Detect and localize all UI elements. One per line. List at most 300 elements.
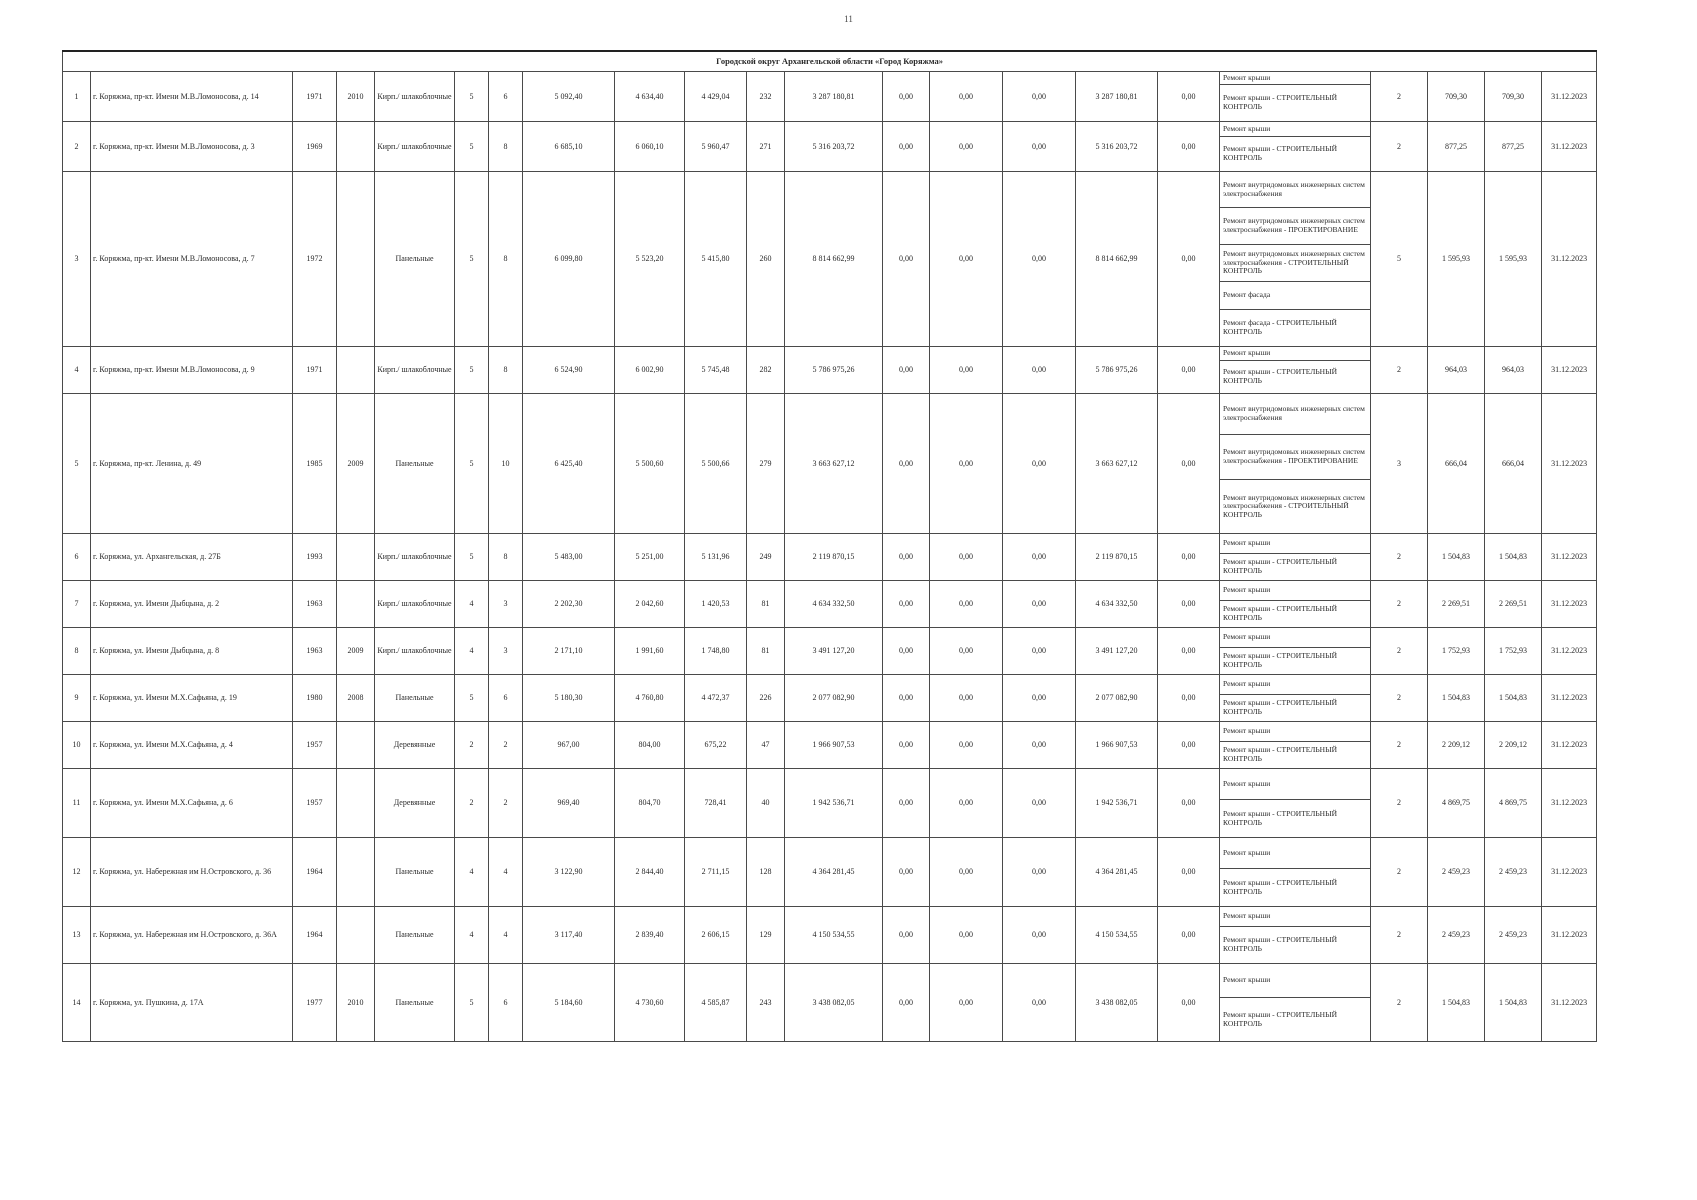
entrances-cell: 3 — [489, 581, 523, 628]
work-type-line: Ремонт крыши — [1220, 838, 1370, 869]
work-count-cell: 5 — [1371, 172, 1428, 347]
year-built-cell: 1957 — [293, 722, 337, 769]
municipal-budget-cell: 0,00 — [1003, 907, 1076, 964]
work-type-line: Ремонт крыши — [1220, 347, 1370, 361]
residential-area-cell: 5 415,80 — [685, 172, 747, 347]
residential-area-cell: 1 420,53 — [685, 581, 747, 628]
deadline-cell: 31.12.2023 — [1542, 122, 1597, 172]
regional-budget-cell: 0,00 — [930, 394, 1003, 534]
fund-cost-cell: 0,00 — [883, 72, 930, 122]
year-built-cell: 1964 — [293, 838, 337, 907]
living-area-cell: 2 844,40 — [615, 838, 685, 907]
floors-cell: 2 — [455, 769, 489, 838]
floors-cell: 5 — [455, 675, 489, 722]
regional-budget-cell: 0,00 — [930, 675, 1003, 722]
total-area-cell: 6 425,40 — [523, 394, 615, 534]
entrances-cell: 6 — [489, 964, 523, 1042]
regional-budget-cell: 0,00 — [930, 964, 1003, 1042]
work-type-line: Ремонт крыши - СТРОИТЕЛЬНЫЙ КОНТРОЛЬ — [1223, 698, 1338, 716]
max-cost-cell: 2 459,23 — [1485, 838, 1542, 907]
municipal-budget-cell: 0,00 — [1003, 394, 1076, 534]
work-count-cell: 2 — [1371, 347, 1428, 394]
work-types-cell — [1220, 581, 1371, 628]
residential-area-cell: 5 960,47 — [685, 122, 747, 172]
max-cost-cell: 877,25 — [1485, 122, 1542, 172]
year-repair-cell — [337, 907, 375, 964]
work-type-line: Ремонт крыши — [1220, 907, 1370, 927]
year-repair-cell — [337, 347, 375, 394]
work-type-line: Ремонт крыши - СТРОИТЕЛЬНЫЙ КОНТРОЛЬ — [1223, 877, 1338, 896]
total-cost-cell: 4 364 281,45 — [785, 838, 883, 907]
floors-cell: 5 — [455, 122, 489, 172]
total-cost-cell: 2 119 870,15 — [785, 534, 883, 581]
fund-cost-cell: 0,00 — [883, 172, 930, 347]
owners-cost-cell: 2 119 870,15 — [1076, 534, 1158, 581]
residential-area-cell: 1 748,80 — [685, 628, 747, 675]
work-types-cell — [1220, 122, 1371, 172]
total-area-cell: 3 122,90 — [523, 838, 615, 907]
max-cost-cell: 2 269,51 — [1485, 581, 1542, 628]
other-cost-cell: 0,00 — [1158, 907, 1220, 964]
total-cost-cell: 3 663 627,12 — [785, 394, 883, 534]
year-built-cell: 1963 — [293, 628, 337, 675]
floors-cell: 4 — [455, 628, 489, 675]
work-type-line: Ремонт внутридомовых инженерных систем электроснабжения - ПРОЕКТИРОВАНИЕ — [1220, 208, 1370, 245]
wall-material-cell: Кирп./ шлакоблочные — [375, 581, 455, 628]
fund-cost-cell: 0,00 — [883, 907, 930, 964]
total-area-cell: 967,00 — [523, 722, 615, 769]
work-type-line: Ремонт внутридомовых инженерных систем электроснабжения - СТРОИТЕЛЬНЫЙ КОНТРОЛЬ — [1220, 245, 1370, 282]
deadline-cell: 31.12.2023 — [1542, 769, 1597, 838]
residential-area-cell: 4 472,37 — [685, 675, 747, 722]
living-area-cell: 2 839,40 — [615, 907, 685, 964]
residents-cell: 226 — [747, 675, 785, 722]
residents-cell: 243 — [747, 964, 785, 1042]
owners-cost-cell: 2 077 082,90 — [1076, 675, 1158, 722]
regional-budget-cell: 0,00 — [930, 628, 1003, 675]
deadline-cell: 31.12.2023 — [1542, 628, 1597, 675]
unit-cost-cell: 2 269,51 — [1428, 581, 1485, 628]
residential-area-cell: 5 500,66 — [685, 394, 747, 534]
regional-budget-cell: 0,00 — [930, 172, 1003, 347]
work-type-line: Ремонт крыши — [1220, 581, 1370, 601]
deadline-cell: 31.12.2023 — [1542, 964, 1597, 1042]
row-number: 7 — [63, 581, 91, 628]
work-types-cell — [1220, 628, 1371, 675]
table-row — [63, 347, 1597, 394]
residents-cell: 81 — [747, 628, 785, 675]
unit-cost-cell: 666,04 — [1428, 394, 1485, 534]
work-types-cell — [1220, 964, 1371, 1042]
work-type-line: Ремонт внутридомовых инженерных систем электроснабжения - СТРОИТЕЛЬНЫЙ КОНТРОЛЬ — [1223, 492, 1365, 519]
wall-material-cell: Панельные — [375, 907, 455, 964]
floors-cell: 5 — [455, 172, 489, 347]
total-cost-cell: 8 814 662,99 — [785, 172, 883, 347]
work-count-cell: 2 — [1371, 838, 1428, 907]
address-cell: г. Коряжма, пр-кт. Имени М.В.Ломоносова, д. 3 — [91, 122, 293, 172]
total-cost-cell: 5 316 203,72 — [785, 122, 883, 172]
work-count-cell: 2 — [1371, 628, 1428, 675]
year-repair-cell: 2009 — [337, 394, 375, 534]
address-cell: г. Коряжма, пр-кт. Имени М.В.Ломоносова, д. 7 — [91, 172, 293, 347]
residents-cell: 81 — [747, 581, 785, 628]
regional-budget-cell: 0,00 — [930, 581, 1003, 628]
row-number: 6 — [63, 534, 91, 581]
row-number: 14 — [63, 964, 91, 1042]
total-area-cell: 5 184,60 — [523, 964, 615, 1042]
region-title: Городской округ Архангельской области «Город Коряжма» — [63, 51, 1597, 72]
work-count-cell: 2 — [1371, 722, 1428, 769]
unit-cost-cell: 4 869,75 — [1428, 769, 1485, 838]
work-types-cell — [1220, 394, 1371, 534]
year-repair-cell — [337, 769, 375, 838]
row-number: 5 — [63, 394, 91, 534]
work-types-cell — [1220, 722, 1371, 769]
year-repair-cell — [337, 838, 375, 907]
other-cost-cell: 0,00 — [1158, 534, 1220, 581]
table-row — [63, 675, 1597, 722]
max-cost-cell: 1 595,93 — [1485, 172, 1542, 347]
year-repair-cell: 2008 — [337, 675, 375, 722]
floors-cell: 4 — [455, 581, 489, 628]
work-type-line: Ремонт крыши — [1220, 72, 1370, 85]
unit-cost-cell: 1 504,83 — [1428, 675, 1485, 722]
table-row — [63, 838, 1597, 907]
municipal-budget-cell: 0,00 — [1003, 534, 1076, 581]
municipal-budget-cell: 0,00 — [1003, 722, 1076, 769]
other-cost-cell: 0,00 — [1158, 172, 1220, 347]
living-area-cell: 4 760,80 — [615, 675, 685, 722]
deadline-cell: 31.12.2023 — [1542, 534, 1597, 581]
entrances-cell: 4 — [489, 907, 523, 964]
work-count-cell: 2 — [1371, 769, 1428, 838]
municipal-budget-cell: 0,00 — [1003, 122, 1076, 172]
work-types-cell — [1220, 907, 1371, 964]
residential-area-cell: 2 606,15 — [685, 907, 747, 964]
work-count-cell: 3 — [1371, 394, 1428, 534]
work-types-cell — [1220, 172, 1371, 347]
floors-cell: 5 — [455, 964, 489, 1042]
regional-budget-cell: 0,00 — [930, 534, 1003, 581]
wall-material-cell: Панельные — [375, 675, 455, 722]
other-cost-cell: 0,00 — [1158, 394, 1220, 534]
deadline-cell: 31.12.2023 — [1542, 72, 1597, 122]
entrances-cell: 2 — [489, 769, 523, 838]
work-type-line: Ремонт крыши - СТРОИТЕЛЬНЫЙ КОНТРОЛЬ — [1223, 144, 1338, 162]
residents-cell: 232 — [747, 72, 785, 122]
wall-material-cell: Деревянные — [375, 722, 455, 769]
owners-cost-cell: 4 364 281,45 — [1076, 838, 1158, 907]
unit-cost-cell: 1 504,83 — [1428, 534, 1485, 581]
max-cost-cell: 4 869,75 — [1485, 769, 1542, 838]
total-cost-cell: 5 786 975,26 — [785, 347, 883, 394]
address-cell: г. Коряжма, ул. Имени Дыбцына, д. 2 — [91, 581, 293, 628]
work-count-cell: 2 — [1371, 907, 1428, 964]
table-row — [63, 581, 1597, 628]
fund-cost-cell: 0,00 — [883, 581, 930, 628]
wall-material-cell: Кирп./ шлакоблочные — [375, 347, 455, 394]
owners-cost-cell: 3 438 082,05 — [1076, 964, 1158, 1042]
residents-cell: 129 — [747, 907, 785, 964]
floors-cell: 2 — [455, 722, 489, 769]
total-cost-cell: 3 287 180,81 — [785, 72, 883, 122]
entrances-cell: 4 — [489, 838, 523, 907]
municipal-budget-cell: 0,00 — [1003, 769, 1076, 838]
unit-cost-cell: 2 459,23 — [1428, 907, 1485, 964]
municipal-budget-cell: 0,00 — [1003, 675, 1076, 722]
year-built-cell: 1971 — [293, 72, 337, 122]
total-area-cell: 5 092,40 — [523, 72, 615, 122]
max-cost-cell: 1 504,83 — [1485, 534, 1542, 581]
entrances-cell: 6 — [489, 72, 523, 122]
address-cell: г. Коряжма, ул. Имени М.Х.Сафьяна, д. 6 — [91, 769, 293, 838]
table-row — [63, 534, 1597, 581]
regional-budget-cell: 0,00 — [930, 769, 1003, 838]
year-built-cell: 1980 — [293, 675, 337, 722]
year-repair-cell — [337, 722, 375, 769]
living-area-cell: 5 500,60 — [615, 394, 685, 534]
deadline-cell: 31.12.2023 — [1542, 838, 1597, 907]
max-cost-cell: 1 504,83 — [1485, 675, 1542, 722]
other-cost-cell: 0,00 — [1158, 769, 1220, 838]
owners-cost-cell: 3 491 127,20 — [1076, 628, 1158, 675]
other-cost-cell: 0,00 — [1158, 581, 1220, 628]
table-row — [63, 394, 1597, 534]
wall-material-cell: Кирп./ шлакоблочные — [375, 534, 455, 581]
fund-cost-cell: 0,00 — [883, 675, 930, 722]
work-type-line: Ремонт крыши - СТРОИТЕЛЬНЫЙ КОНТРОЛЬ — [1223, 745, 1338, 763]
owners-cost-cell: 4 634 332,50 — [1076, 581, 1158, 628]
row-number: 12 — [63, 838, 91, 907]
deadline-cell: 31.12.2023 — [1542, 394, 1597, 534]
residents-cell: 260 — [747, 172, 785, 347]
total-area-cell: 6 524,90 — [523, 347, 615, 394]
living-area-cell: 5 251,00 — [615, 534, 685, 581]
work-count-cell: 2 — [1371, 534, 1428, 581]
table-row — [63, 72, 1597, 122]
row-number: 8 — [63, 628, 91, 675]
wall-material-cell: Панельные — [375, 964, 455, 1042]
row-number: 11 — [63, 769, 91, 838]
work-type-line: Ремонт крыши - СТРОИТЕЛЬНЫЙ КОНТРОЛЬ — [1223, 935, 1338, 953]
other-cost-cell: 0,00 — [1158, 628, 1220, 675]
municipal-budget-cell: 0,00 — [1003, 72, 1076, 122]
residential-area-cell: 2 711,15 — [685, 838, 747, 907]
year-repair-cell: 2009 — [337, 628, 375, 675]
fund-cost-cell: 0,00 — [883, 394, 930, 534]
fund-cost-cell: 0,00 — [883, 769, 930, 838]
residents-cell: 128 — [747, 838, 785, 907]
work-types-cell — [1220, 769, 1371, 838]
total-area-cell: 3 117,40 — [523, 907, 615, 964]
fund-cost-cell: 0,00 — [883, 628, 930, 675]
entrances-cell: 2 — [489, 722, 523, 769]
work-type-line: Ремонт крыши - СТРОИТЕЛЬНЫЙ КОНТРОЛЬ — [1223, 808, 1338, 827]
living-area-cell: 804,00 — [615, 722, 685, 769]
fund-cost-cell: 0,00 — [883, 534, 930, 581]
work-type-line: Ремонт крыши - СТРОИТЕЛЬНЫЙ КОНТРОЛЬ — [1223, 367, 1338, 385]
total-area-cell: 2 171,10 — [523, 628, 615, 675]
address-cell: г. Коряжма, ул. Набережная им Н.Островского, д. 36 — [91, 838, 293, 907]
unit-cost-cell: 877,25 — [1428, 122, 1485, 172]
residents-cell: 279 — [747, 394, 785, 534]
year-built-cell: 1985 — [293, 394, 337, 534]
total-area-cell: 969,40 — [523, 769, 615, 838]
residents-cell: 47 — [747, 722, 785, 769]
residential-area-cell: 4 429,04 — [685, 72, 747, 122]
address-cell: г. Коряжма, ул. Имени М.Х.Сафьяна, д. 4 — [91, 722, 293, 769]
wall-material-cell: Деревянные — [375, 769, 455, 838]
address-cell: г. Коряжма, ул. Имени Дыбцына, д. 8 — [91, 628, 293, 675]
residential-area-cell: 728,41 — [685, 769, 747, 838]
regional-budget-cell: 0,00 — [930, 722, 1003, 769]
living-area-cell: 5 523,20 — [615, 172, 685, 347]
year-repair-cell — [337, 581, 375, 628]
row-number: 2 — [63, 122, 91, 172]
year-built-cell: 1964 — [293, 907, 337, 964]
year-built-cell: 1963 — [293, 581, 337, 628]
total-cost-cell: 3 438 082,05 — [785, 964, 883, 1042]
residents-cell: 271 — [747, 122, 785, 172]
regional-budget-cell: 0,00 — [930, 122, 1003, 172]
fund-cost-cell: 0,00 — [883, 964, 930, 1042]
address-cell: г. Коряжма, ул. Пушкина, д. 17А — [91, 964, 293, 1042]
work-type-line: Ремонт крыши — [1220, 628, 1370, 648]
wall-material-cell: Кирп./ шлакоблочные — [375, 628, 455, 675]
unit-cost-cell: 1 504,83 — [1428, 964, 1485, 1042]
unit-cost-cell: 1 595,93 — [1428, 172, 1485, 347]
unit-cost-cell: 709,30 — [1428, 72, 1485, 122]
year-built-cell: 1977 — [293, 964, 337, 1042]
address-cell: г. Коряжма, пр-кт. Имени М.В.Ломоносова, д. 9 — [91, 347, 293, 394]
living-area-cell: 6 060,10 — [615, 122, 685, 172]
work-type-line: Ремонт крыши — [1220, 769, 1370, 800]
work-types-cell — [1220, 72, 1371, 122]
address-cell: г. Коряжма, ул. Имени М.Х.Сафьяна, д. 19 — [91, 675, 293, 722]
municipal-budget-cell: 0,00 — [1003, 581, 1076, 628]
entrances-cell: 8 — [489, 347, 523, 394]
total-cost-cell: 3 491 127,20 — [785, 628, 883, 675]
max-cost-cell: 709,30 — [1485, 72, 1542, 122]
work-type-line: Ремонт крыши - СТРОИТЕЛЬНЫЙ КОНТРОЛЬ — [1223, 557, 1338, 575]
total-cost-cell: 1 966 907,53 — [785, 722, 883, 769]
wall-material-cell: Кирп./ шлакоблочные — [375, 72, 455, 122]
total-cost-cell: 4 150 534,55 — [785, 907, 883, 964]
work-types-cell — [1220, 838, 1371, 907]
entrances-cell: 6 — [489, 675, 523, 722]
wall-material-cell: Панельные — [375, 838, 455, 907]
deadline-cell: 31.12.2023 — [1542, 172, 1597, 347]
other-cost-cell: 0,00 — [1158, 964, 1220, 1042]
unit-cost-cell: 964,03 — [1428, 347, 1485, 394]
work-types-cell — [1220, 534, 1371, 581]
floors-cell: 5 — [455, 394, 489, 534]
other-cost-cell: 0,00 — [1158, 122, 1220, 172]
deadline-cell: 31.12.2023 — [1542, 581, 1597, 628]
deadline-cell: 31.12.2023 — [1542, 347, 1597, 394]
owners-cost-cell: 3 663 627,12 — [1076, 394, 1158, 534]
residential-area-cell: 675,22 — [685, 722, 747, 769]
work-type-line: Ремонт крыши — [1220, 534, 1370, 554]
living-area-cell: 804,70 — [615, 769, 685, 838]
year-built-cell: 1957 — [293, 769, 337, 838]
year-repair-cell — [337, 122, 375, 172]
year-built-cell: 1969 — [293, 122, 337, 172]
table-row — [63, 172, 1597, 347]
table-row — [63, 122, 1597, 172]
entrances-cell: 8 — [489, 172, 523, 347]
work-count-cell: 2 — [1371, 581, 1428, 628]
owners-cost-cell: 1 966 907,53 — [1076, 722, 1158, 769]
work-type-line: Ремонт крыши - СТРОИТЕЛЬНЫЙ КОНТРОЛЬ — [1223, 1009, 1338, 1028]
year-built-cell: 1971 — [293, 347, 337, 394]
municipal-budget-cell: 0,00 — [1003, 628, 1076, 675]
owners-cost-cell: 1 942 536,71 — [1076, 769, 1158, 838]
entrances-cell: 8 — [489, 122, 523, 172]
fund-cost-cell: 0,00 — [883, 122, 930, 172]
total-area-cell: 5 483,00 — [523, 534, 615, 581]
other-cost-cell: 0,00 — [1158, 675, 1220, 722]
unit-cost-cell: 1 752,93 — [1428, 628, 1485, 675]
work-type-line: Ремонт фасада — [1220, 282, 1370, 310]
living-area-cell: 4 634,40 — [615, 72, 685, 122]
wall-material-cell: Кирп./ шлакоблочные — [375, 122, 455, 172]
living-area-cell: 4 730,60 — [615, 964, 685, 1042]
wall-material-cell: Панельные — [375, 172, 455, 347]
other-cost-cell: 0,00 — [1158, 72, 1220, 122]
year-repair-cell: 2010 — [337, 964, 375, 1042]
unit-cost-cell: 2 209,12 — [1428, 722, 1485, 769]
total-area-cell: 6 099,80 — [523, 172, 615, 347]
other-cost-cell: 0,00 — [1158, 347, 1220, 394]
work-type-line: Ремонт фасада - СТРОИТЕЛЬНЫЙ КОНТРОЛЬ — [1223, 318, 1337, 336]
fund-cost-cell: 0,00 — [883, 347, 930, 394]
living-area-cell: 6 002,90 — [615, 347, 685, 394]
work-type-line: Ремонт крыши - СТРОИТЕЛЬНЫЙ КОНТРОЛЬ — [1223, 604, 1338, 622]
residential-area-cell: 5 131,96 — [685, 534, 747, 581]
municipal-budget-cell: 0,00 — [1003, 172, 1076, 347]
total-area-cell: 2 202,30 — [523, 581, 615, 628]
table-row — [63, 722, 1597, 769]
table-row — [63, 628, 1597, 675]
fund-cost-cell: 0,00 — [883, 722, 930, 769]
total-cost-cell: 1 942 536,71 — [785, 769, 883, 838]
work-types-cell — [1220, 675, 1371, 722]
unit-cost-cell: 2 459,23 — [1428, 838, 1485, 907]
table-row — [63, 964, 1597, 1042]
work-type-line: Ремонт крыши — [1220, 964, 1370, 998]
residential-area-cell: 4 585,87 — [685, 964, 747, 1042]
entrances-cell: 3 — [489, 628, 523, 675]
municipal-budget-cell: 0,00 — [1003, 347, 1076, 394]
floors-cell: 4 — [455, 838, 489, 907]
address-cell: г. Коряжма, пр-кт. Ленина, д. 49 — [91, 394, 293, 534]
regional-budget-cell: 0,00 — [930, 907, 1003, 964]
regional-budget-cell: 0,00 — [930, 838, 1003, 907]
deadline-cell: 31.12.2023 — [1542, 722, 1597, 769]
total-cost-cell: 2 077 082,90 — [785, 675, 883, 722]
work-types-cell — [1220, 347, 1371, 394]
regional-budget-cell: 0,00 — [930, 72, 1003, 122]
floors-cell: 5 — [455, 347, 489, 394]
floors-cell: 5 — [455, 534, 489, 581]
row-number: 1 — [63, 72, 91, 122]
owners-cost-cell: 3 287 180,81 — [1076, 72, 1158, 122]
residents-cell: 249 — [747, 534, 785, 581]
residents-cell: 40 — [747, 769, 785, 838]
region-header-row — [63, 51, 1597, 72]
address-cell: г. Коряжма, ул. Архангельская, д. 27Б — [91, 534, 293, 581]
